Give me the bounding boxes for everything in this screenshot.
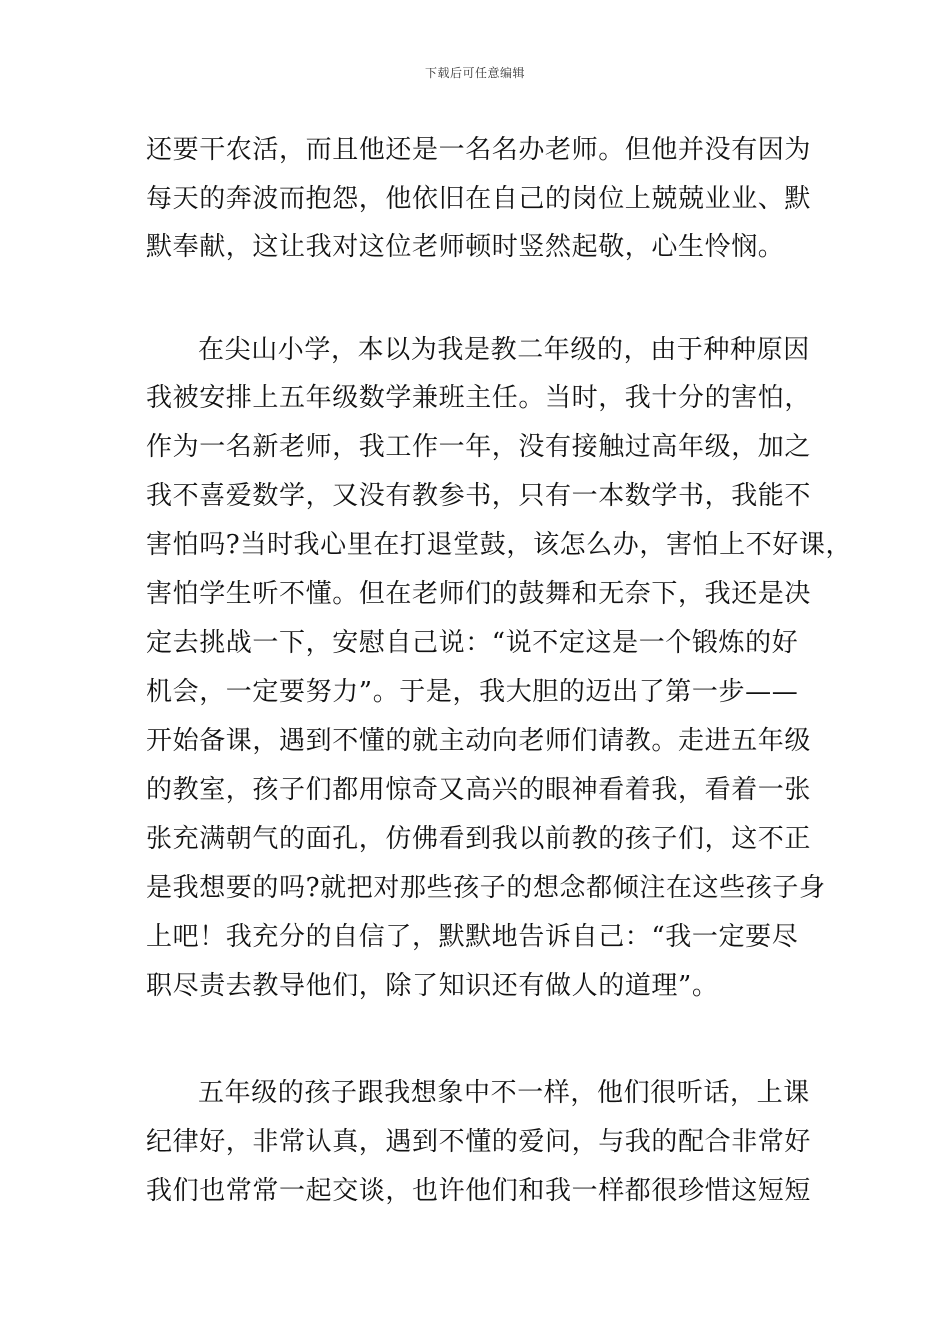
text-line: 我不喜爱数学，又没有教参书，只有一本数学书，我能不 — [146, 481, 812, 511]
text-line: 我被安排上五年级数学兼班主任。当时，我十分的害怕， — [146, 383, 812, 413]
text-line: 开始备课，遇到不懂的就主动向老师们请教。走进五年级 — [146, 726, 812, 756]
page-header: 下载后可任意编辑 — [424, 66, 525, 80]
text-line: 害怕吗?当时我心里在打退堂鼓，该怎么办，害怕上不好课， — [146, 530, 853, 560]
text-line: 我们也常常一起交谈，也许他们和我一样都很珍惜这短短 — [146, 1176, 812, 1206]
text-line: 纪律好，非常认真，遇到不懂的爱问，与我的配合非常好 — [146, 1127, 812, 1157]
text-line: 定去挑战一下，安慰自己说：“说不定这是一个锻炼的好 — [146, 628, 799, 658]
text-line: 作为一名新老师，我工作一年，没有接触过高年级，加之 — [146, 432, 812, 462]
text-line: 上吧！我充分的自信了，默默地告诉自己：“我一定要尽 — [146, 922, 799, 952]
text-line: 职尽责去教导他们，除了知识还有做人的道理”。 — [146, 971, 719, 1001]
text-line: 张充满朝气的面孔，仿佛看到我以前教的孩子们，这不正 — [146, 824, 812, 854]
text-line: 五年级的孩子跟我想象中不一样，他们很听话，上课 — [198, 1078, 810, 1108]
text-line: 默奉献，这让我对这位老师顿时竖然起敬，心生怜悯。 — [146, 232, 785, 262]
text-line: 在尖山小学，本以为我是教二年级的，由于种种原因 — [198, 335, 810, 365]
text-line: 每天的奔波而抱怨，他依旧在自己的岗位上兢兢业业、默 — [146, 184, 812, 214]
text-line: 害怕学生听不懂。但在老师们的鼓舞和无奈下，我还是决 — [146, 579, 812, 609]
text-line: 还要干农活，而且他还是一名名办老师。但他并没有因为 — [146, 135, 812, 165]
text-line: 是我想要的吗?就把对那些孩子的想念都倾注在这些孩子身 — [146, 873, 826, 903]
text-line: 的教室，孩子们都用惊奇又高兴的眼神看着我，看着一张 — [146, 775, 812, 805]
text-line: 机会，一定要努力”。于是，我大胆的迈出了第一步—— — [146, 677, 799, 707]
